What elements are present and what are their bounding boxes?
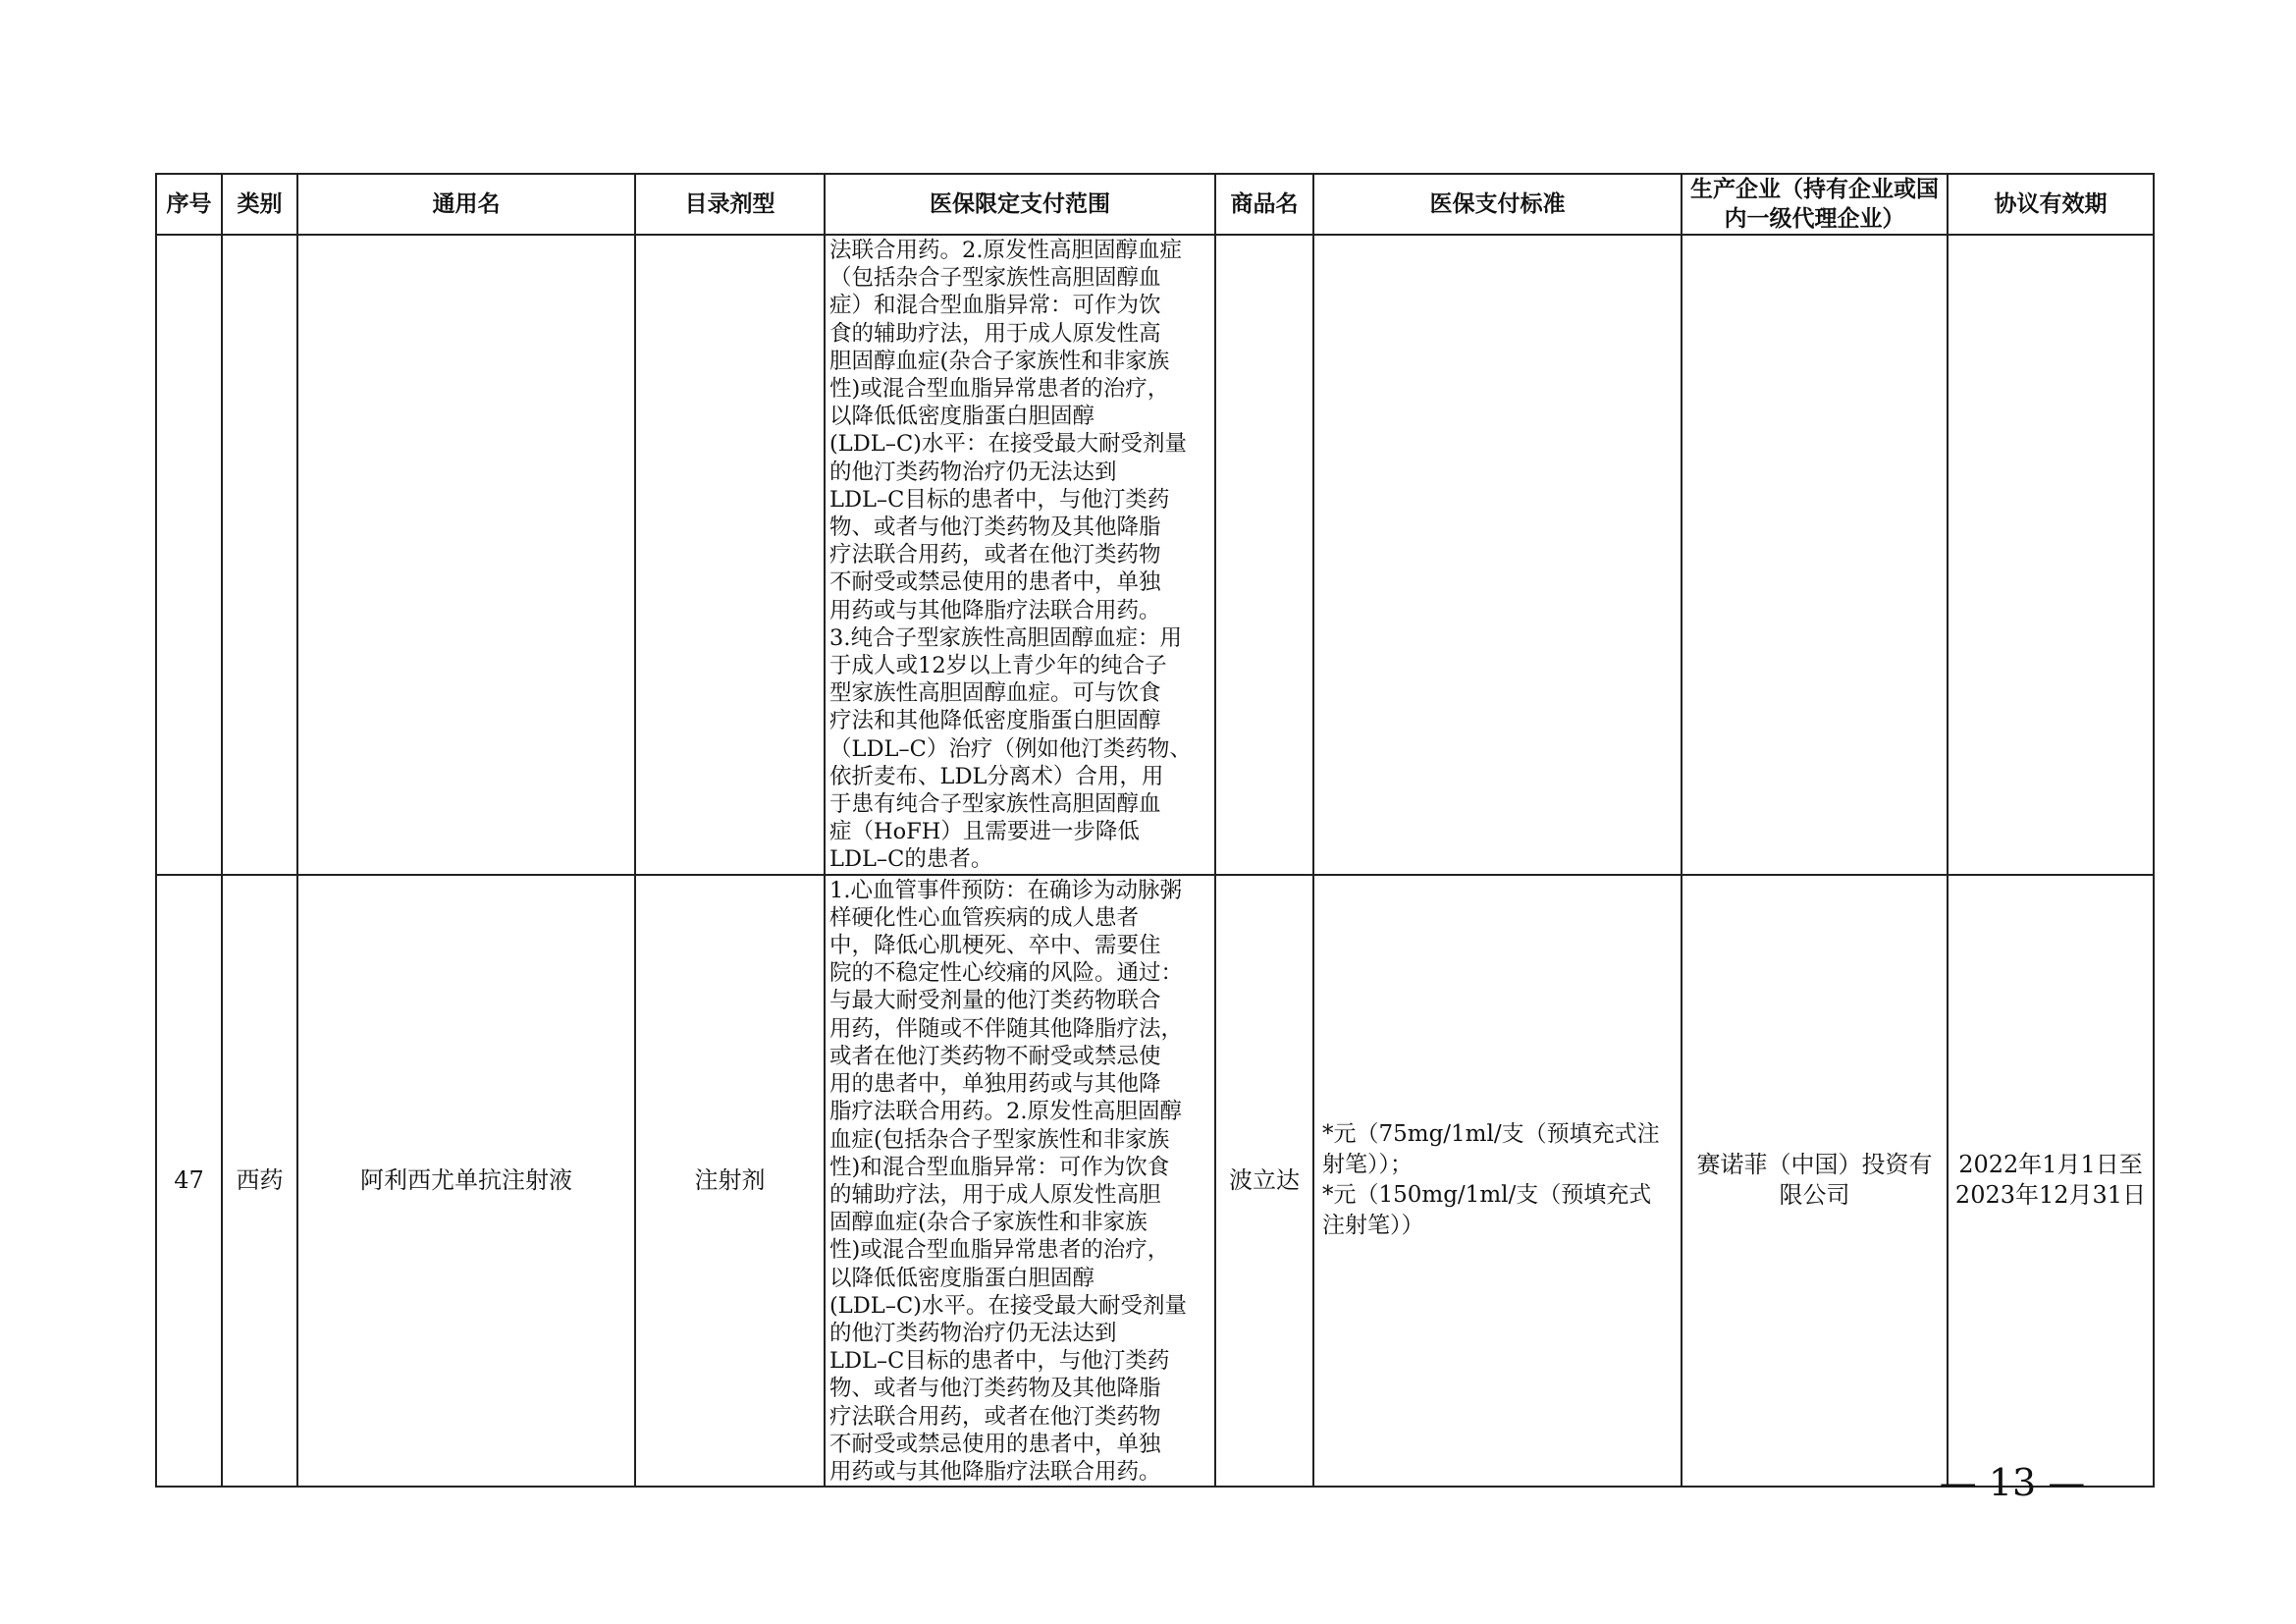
table-header-row bbox=[156, 174, 2154, 235]
page-number: — 13 — bbox=[1939, 1461, 2086, 1504]
header-payment-standard: 医保支付标准 bbox=[1313, 174, 1682, 235]
cell-seq: 47 bbox=[156, 875, 222, 1487]
cell-generic-name: 阿利西尤单抗注射液 bbox=[297, 875, 635, 1487]
cell-dosage-form bbox=[635, 235, 825, 875]
drug-list-table bbox=[155, 173, 2155, 1488]
table-row bbox=[156, 875, 2154, 1487]
header-scope: 医保限定支付范围 bbox=[825, 174, 1215, 235]
cell-scope: 法联合用药。2.原发性高胆固醇血症 （包括杂合子型家族性高胆固醇血 症）和混合型血脂异常：可作为饮 食的辅助疗法，用于成人原发性高 胆固醇血症(杂合子家族性和非家族 性)或混合型血脂异常患者的治疗， 以降低低密度脂蛋白胆固醇 (LDL–C)水平：在接受最大耐受剂量 的他汀类药物治疗仍无法达到 LDL–C目标的患者中，与他汀类药 物、或者与他汀类药物及其他降脂 疗法联合用药，或者在他汀类药物 不耐受或禁忌使用的患者中，单独 用药或与其他降脂疗法联合用药。 3.纯合子型家族性高胆固醇血症：用 于成人或12岁以上青少年的纯合子 型家族性高胆固醇血症。可与饮食 疗法和其他降低密度脂蛋白胆固醇 （LDL–C）治疗（例如他汀类药物、 依折麦布、LDL分离术）合用，用 于患有纯合子型家族性高胆固醇血 症（HoFH）且需要进一步降低 LDL–C的患者。 bbox=[825, 235, 1215, 875]
header-validity: 协议有效期 bbox=[1948, 174, 2154, 235]
header-seq: 序号 bbox=[156, 174, 222, 235]
cell-seq bbox=[156, 235, 222, 875]
cell-validity bbox=[1948, 235, 2154, 875]
cell-category bbox=[222, 235, 297, 875]
header-category: 类别 bbox=[222, 174, 297, 235]
cell-scope: 1.心血管事件预防：在确诊为动脉粥 样硬化性心血管疾病的成人患者 中，降低心肌梗死、卒中、需要住 院的不稳定性心绞痛的风险。通过： 与最大耐受剂量的他汀类药物联合 用药，伴随或不伴随其他降脂疗法， 或者在他汀类药物不耐受或禁忌使 用的患者中，单独用药或与其他降 脂疗法联合用药。2.原发性高胆固醇 血症(包括杂合子型家族性和非家族 性)和混合型血脂异常：可作为饮食 的辅助疗法，用于成人原发性高胆 固醇血症(杂合子家族性和非家族 性)或混合型血脂异常患者的治疗， 以降低低密度脂蛋白胆固醇 (LDL–C)水平。在接受最大耐受剂量 的他汀类药物治疗仍无法达到 LDL–C目标的患者中，与他汀类药 物、或者与他汀类药物及其他降脂 疗法联合用药，或者在他汀类药物 不耐受或禁忌使用的患者中，单独 用药或与其他降脂疗法联合用药。 bbox=[825, 875, 1215, 1487]
cell-manufacturer: 赛诺菲（中国）投资有限公司 bbox=[1682, 875, 1948, 1487]
cell-manufacturer bbox=[1682, 235, 1948, 875]
cell-generic-name bbox=[297, 235, 635, 875]
cell-dosage-form: 注射剂 bbox=[635, 875, 825, 1487]
cell-category: 西药 bbox=[222, 875, 297, 1487]
cell-validity: 2022年1月1日至2023年12月31日 bbox=[1948, 875, 2154, 1487]
header-generic-name: 通用名 bbox=[297, 174, 635, 235]
cell-brand: 波立达 bbox=[1215, 875, 1313, 1487]
header-dosage-form: 目录剂型 bbox=[635, 174, 825, 235]
cell-payment-standard bbox=[1313, 235, 1682, 875]
cell-payment-standard: *元（75mg/1ml/支（预填充式注射笔））； *元（150mg/1ml/支（预填充式注射笔）） bbox=[1313, 875, 1682, 1487]
cell-brand bbox=[1215, 235, 1313, 875]
table-row bbox=[156, 235, 2154, 875]
header-manufacturer: 生产企业（持有企业或国内一级代理企业） bbox=[1682, 174, 1948, 235]
header-brand: 商品名 bbox=[1215, 174, 1313, 235]
